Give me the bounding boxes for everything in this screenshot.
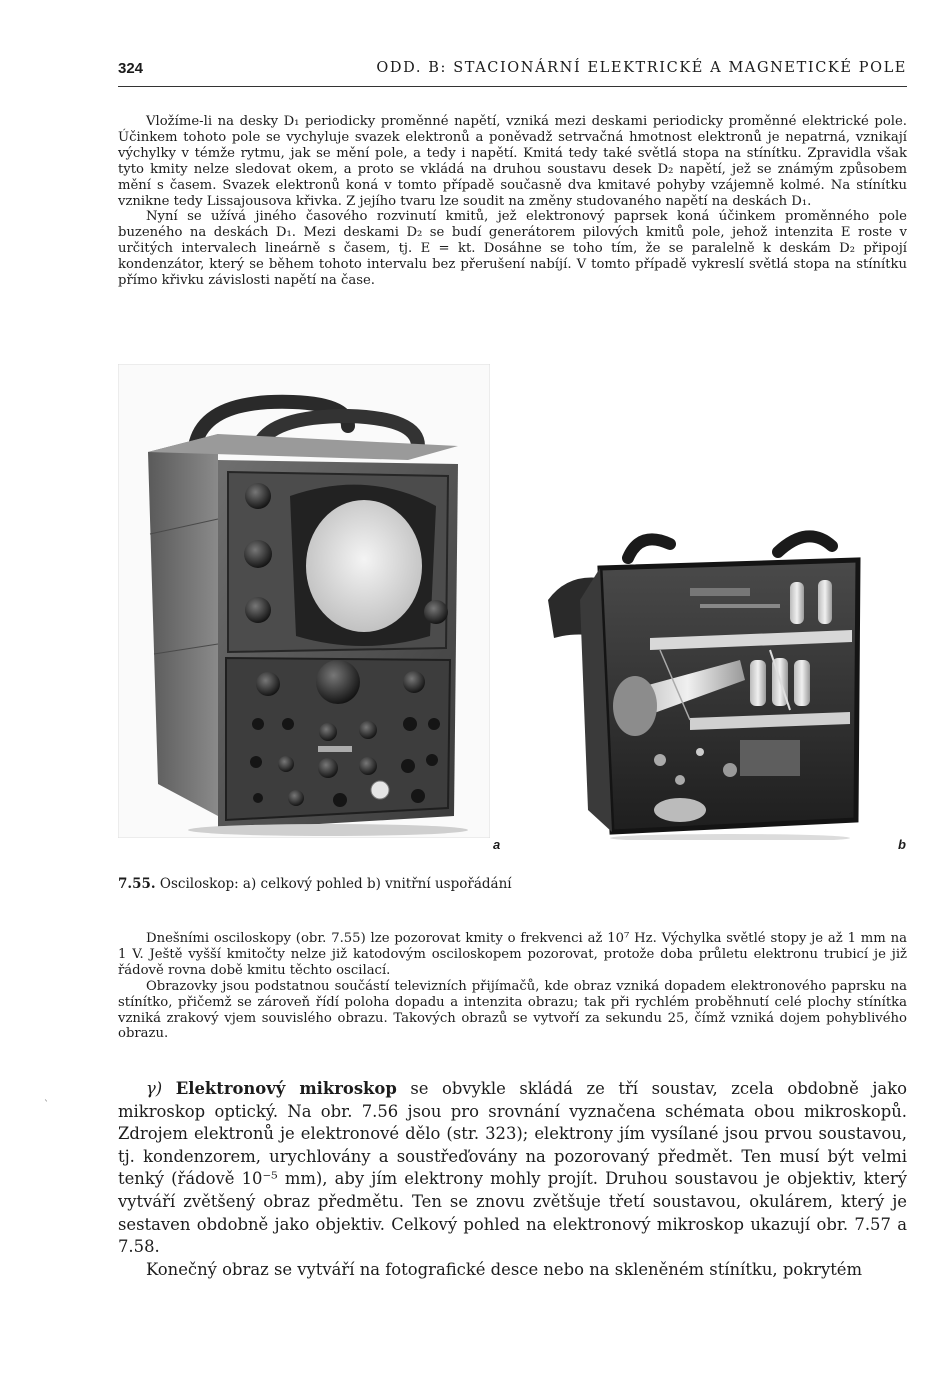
running-title: ODD. B: STACIONÁRNÍ ELEKTRICKÉ A MAGNETICKÉ POLE <box>376 60 907 76</box>
oscilloscope-photo-b <box>540 520 870 840</box>
top-text-block <box>118 114 907 289</box>
section-text: se obvykle skládá ze tří soustav, zcela obdobně jako mikroskop optický. Na obr. 7.56 jsou pro srovnání vyznačena schémata obou mikroskopů. Zdrojem elektronů je elektronové dělo (str. 323); elektrony jím vysílané jsou prvou soustavou, tj. kondenzorem, urychlovány a soustřeďovány na pozorovaný předmět. Ten musí být velmi tenký (řádově 10⁻⁵ mm), aby jím elektrony mohly projít. Druhou soustavou je objektiv, který vytváří zvětšený obraz předmětu. Ten se znovu zvětšuje třetí soustavou, okulárem, který je sestaven obdobně jako objektiv. Celkový pohled na elektronový mikroskop ukazují obr. 7.57 a 7.58. <box>118 1079 907 1257</box>
photo-label-b: b <box>898 837 906 852</box>
middle-text-block <box>118 931 907 1042</box>
figure-caption-text: Osciloskop: a) celkový pohled b) vnitřní uspořádání <box>159 876 512 892</box>
header-rule <box>118 86 907 87</box>
paragraph-time-base: Nyní se užívá jiného časového rozvinutí kmitů, jež elektronový paprsek koná účinkem proměnného pole buzeného na deskách D₁. Mezi deskami D₂ se budí generátorem pilových kmitů pole, jehož intenzita E roste v určitých intervalech lineárně s časem, tj. E = kt. Dosáhne se toho tím, že se paralelně k deskám D₂ připojí kondenzátor, který se během tohoto intervalu bez přerušení nabíjí. V tomto případě vykreslí světlá stopa na stínítku přímo křivku závislosti napětí na čase. <box>118 209 907 289</box>
paragraph-lissajous: Vložíme-li na desky D₁ periodicky proměnné napětí, vzniká mezi deskami periodicky proměnné elektrické pole. Účinkem tohoto pole se vychyluje svazek elektronů a poněvadž setrvačná hmotnost elektronů je nepatrná, vznikají výchylky v témže rytmu, jak se mění pole, a tedy i napětí. Kmitá tedy také světlá stopa na stínítku. Zpravidla však tyto kmity nelze sledovat okem, a proto se vkládá na druhou soustavu desek D₂ napětí, jež se známým způsobem mění s časem. Svazek elektronů koná v tomto případě současně dva kmitavé pohyby vzájemně kolmé. Na stínítku vznikne tedy Lissajousova křivka. Z jejího tvaru lze soudit na změny studovaného napětí na deskách D₁. <box>118 114 907 209</box>
paragraph-oscilloscopes: Dnešními osciloskopy (obr. 7.55) lze pozorovat kmity o frekvenci až 10⁷ Hz. Výchylka světlé stopy je až 1 mm na 1 V. Ještě vyšší kmitočty nelze již katodovým osciloskopem pozorovat, protože doba průletu elektronu trubicí je již řádově rovna době kmitu těchto oscilací. <box>118 931 907 978</box>
page-header <box>118 60 907 82</box>
section-heading: Elektronový mikroskop <box>175 1079 397 1098</box>
oscilloscope-photo-a <box>118 364 490 838</box>
section-marker: γ) <box>146 1079 163 1098</box>
paragraph-final-image: Konečný obraz se vytváří na fotografické desce nebo na skleněném stínítku, pokrytém <box>146 1259 863 1279</box>
paragraph-tv-screens: Obrazovky jsou podstatnou součástí televizních přijímačů, kde obraz vzniká dopadem elektronového paprsku na stínítko, přičemž se zároveň řídí poloha dopadu a intenzita obrazu; tak při rychlém proběhnutí celé plochy stínítka vzniká zrakový vjem souvislého obrazu. Takových obrazů se vytvoří za sekundu 25, čímž vzniká dojem pohyblivého obrazu. <box>118 978 907 1042</box>
figure-number: 7.55. <box>118 876 156 892</box>
paragraph-electron-microscope <box>118 1078 907 1259</box>
page-number: 324 <box>118 60 144 77</box>
figure-caption <box>118 876 512 892</box>
electron-microscope-section <box>118 1078 907 1281</box>
photo-label-a: a <box>493 837 501 852</box>
margin-mark: ` <box>44 1100 49 1111</box>
